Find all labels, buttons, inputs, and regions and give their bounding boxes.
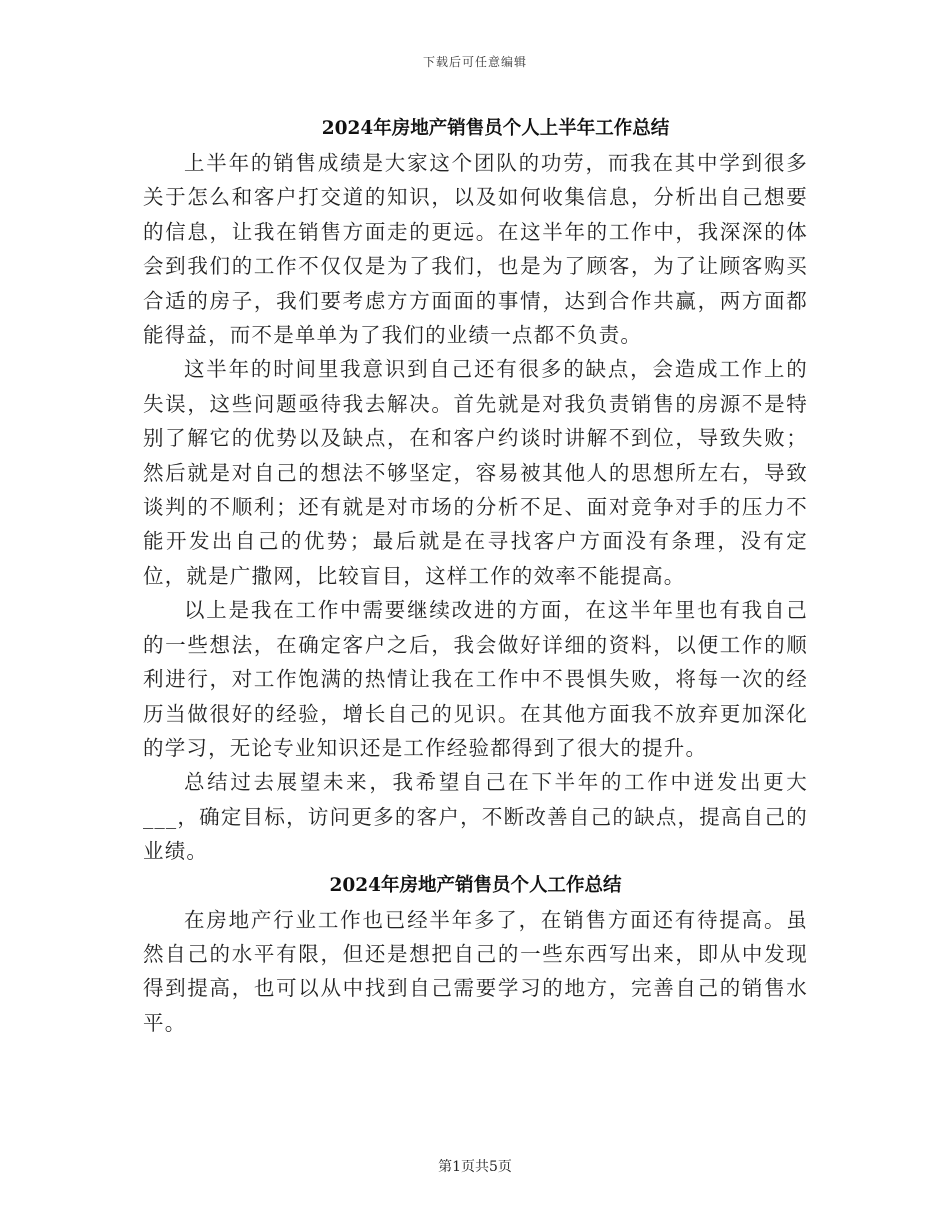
paragraph: 以上是我在工作中需要继续改进的方面，在这半年里也有我自己的一些想法，在确定客户之后，我会做好详细的资料，以便工作的顺利进行，对工作饱满的热情让我在工作中不畏惧失败，将每一次的经历当做很好的经验，增长自己的见识。在其他方面我不放弃更加深化的学习，无论专业知识还是工作经验都得到了很大的提升。 [143,598,808,760]
page-footer: 第1页共5页 [438,1159,512,1175]
section-title: 2024年房地产销售员个人工作总结 [329,874,622,896]
paragraph: 这半年的时间里我意识到自己还有很多的缺点，会造成工作上的失误，这些问题亟待我去解决。首先就是对我负责销售的房源不是特别了解它的优势以及缺点，在和客户约谈时讲解不到位，导致失败；然后就是对自己的想法不够坚定，容易被其他人的思想所左右，导致谈判的不顺利；还有就是对市场的分析不足、面对竞争对手的压力不能开发出自己的优势；最后就是在寻找客户方面没有条理，没有定位，就是广撒网，比较盲目，这样工作的效率不能提高。 [143,357,808,588]
paragraph: 在房地产行业工作也已经半年多了，在销售方面还有待提高。虽然自己的水平有限，但还是想把自己的一些东西写出来，即从中发现得到提高，也可以从中找到自己需要学习的地方，完善自己的销售水平。 [143,907,808,1035]
paragraph: 上半年的销售成绩是大家这个团队的功劳，而我在其中学到很多关于怎么和客户打交道的知识，以及如何收集信息，分析出自己想要的信息，让我在销售方面走的更远。在这半年的工作中，我深深的体会到我们的工作不仅仅是为了我们，也是为了顾客，为了让顾客购买合适的房子，我们要考虑方方面面的事情，达到合作共赢，两方面都能得益，而不是单单为了我们的业绩一点都不负责。 [143,151,808,348]
document-body [143,112,808,1040]
header-note: 下载后可任意编辑 [422,55,527,69]
paragraph: 总结过去展望未来，我希望自己在下半年的工作中迸发出更大___，确定目标，访问更多的客户，不断改善自己的缺点，提高自己的业绩。 [143,770,808,864]
section-title: 2024年房地产销售员个人上半年工作总结 [321,118,670,139]
